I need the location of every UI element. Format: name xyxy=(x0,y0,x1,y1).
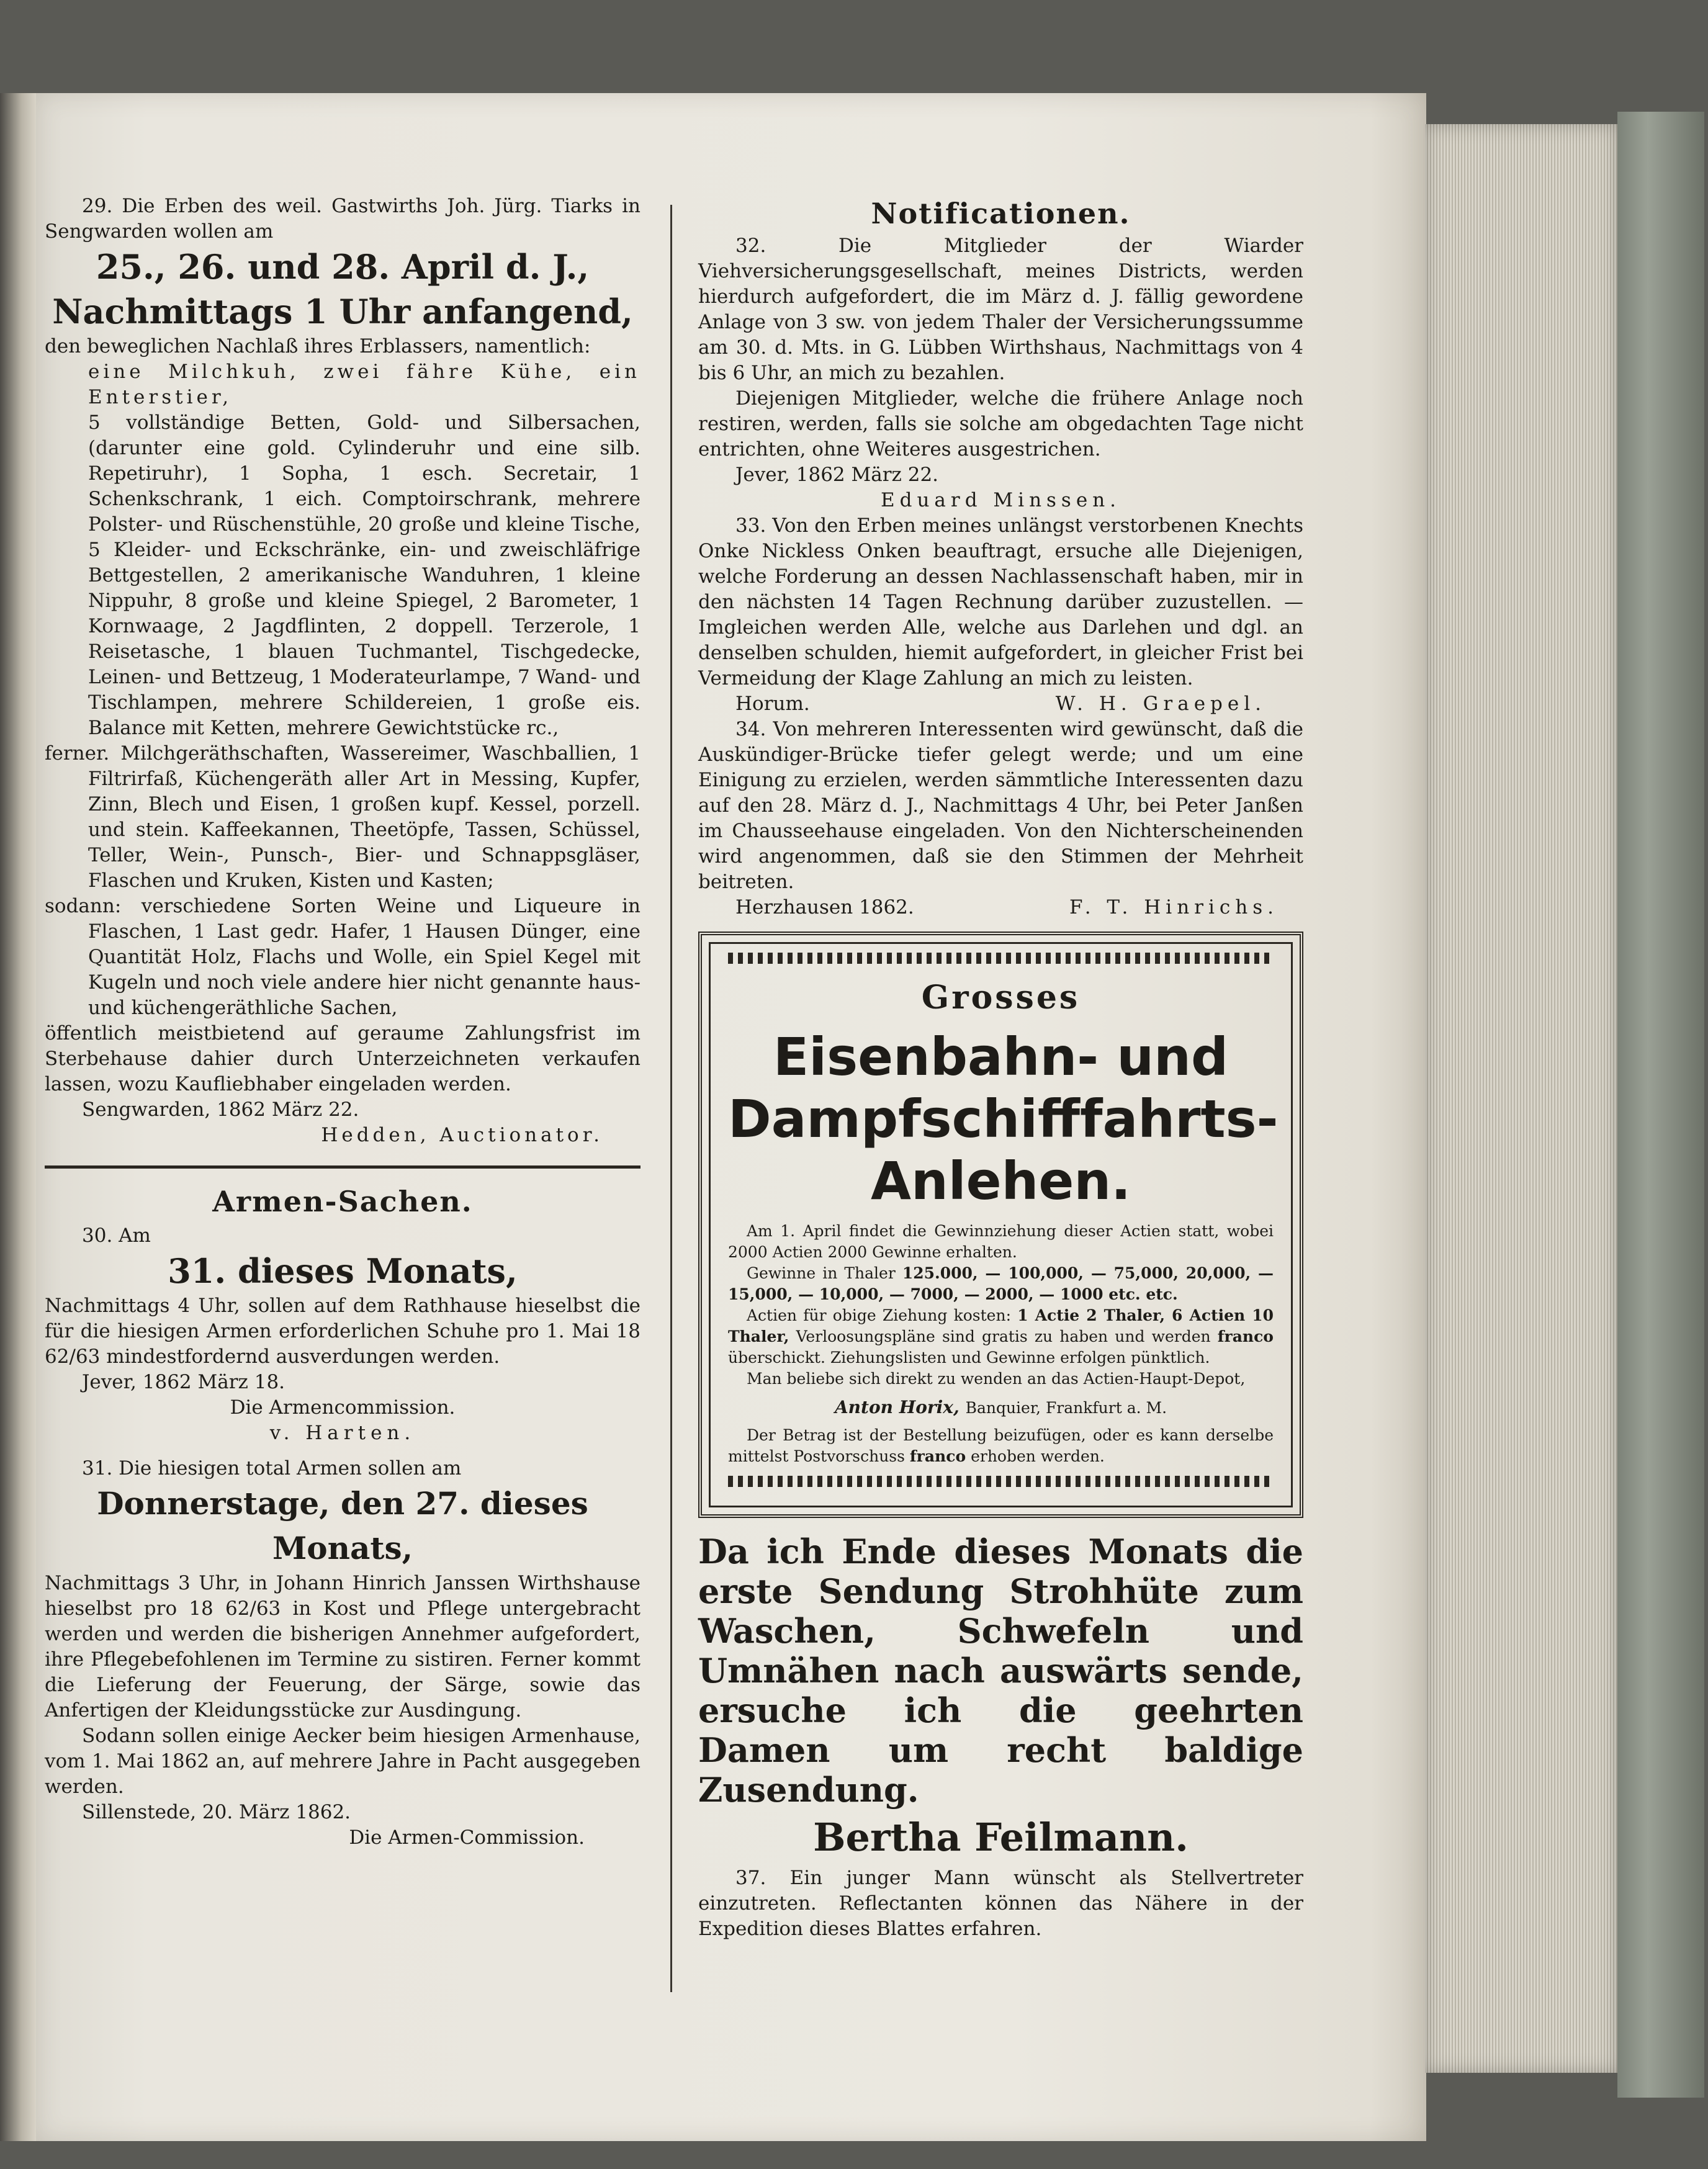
ad31-signature: Die Armen-Commission. xyxy=(349,1826,585,1849)
section-heading-armen: Armen-Sachen. xyxy=(212,1185,473,1218)
ad29-other-items: sodann: verschiedene Sorten Weine und Liqueure in Flaschen, 1 Last gedr. Hafer, 1 Hausen Dünger, eine Quantität Holz, Flachs und Wolle, ein Spiel Kegel mit Kugeln und noch viele andere hier nicht genannte haus- und küchengeräthliche Sachen, xyxy=(45,895,640,1019)
ad-box-paragraph-3 xyxy=(728,1305,1274,1368)
ad-box-paragraph-1: Am 1. April findet die Gewinnziehung dieser Actien statt, wobei 2000 Actien 2000 Gewinne erhalten. xyxy=(728,1222,1274,1261)
ad37-text: 37. Ein junger Mann wünscht als Stellvertreter einzutreten. Reflectanten können das Nähere in der Expedition dieses Blattes erfahren. xyxy=(698,1867,1303,1940)
ad30-signature-name: v. Harten. xyxy=(269,1422,416,1444)
ad-box-paragraph-2 xyxy=(728,1263,1274,1305)
ad-box-paragraph-4: Man beliebe sich direkt zu wenden an das Actien-Haupt-Depot, xyxy=(747,1370,1246,1388)
ad29-signature: Hedden, Auctionator. xyxy=(321,1124,603,1146)
ad-box-payment-end: erhoben werden. xyxy=(971,1447,1105,1465)
ad31-place-date: Sillenstede, 20. März 1862. xyxy=(82,1801,351,1823)
ornament-top xyxy=(728,953,1274,964)
strohhuete-signature: Bertha Feilmann. xyxy=(813,1815,1189,1860)
book-spine xyxy=(1617,112,1704,2098)
ad30-text: Nachmittags 4 Uhr, sollen auf dem Rathhause hieselbst die für die hiesigen Armen erforderlichen Schuhe pro 1. Mai 18 62/63 mindestfordernd ausverdungen werden. xyxy=(45,1295,640,1368)
ad-box-franco-2: franco xyxy=(909,1447,966,1465)
ad-box-price: 1 Actie 2 Thaler, 6 Actien 10 Thaler, xyxy=(728,1306,1274,1345)
ad32-place-date: Jever, 1862 März 22. xyxy=(735,464,939,486)
ad34-text: 34. Von mehreren Interessenten wird gewünscht, daß die Auskündiger-Brücke tiefer gelegt werde; und um eine Einigung zu erzielen, werden sämmtliche Interessenten dazu auf den 28. März d. J., Nachmittags 4 Uhr, bei Peter Janßen im Chausseehause eingeladen. Von den Nichterscheinenden wird angenommen, daß sie den Stimmen der Mehrheit beitreten. xyxy=(698,718,1303,893)
ad-box-sender xyxy=(728,1394,1274,1420)
ad29-intro: den beweglichen Nachlaß ihres Erblassers, namentlich: xyxy=(45,335,591,357)
ad34-place: Herzhausen 1862. xyxy=(735,896,914,918)
ad-box-title-1: Grosses xyxy=(921,979,1081,1017)
column-divider xyxy=(670,205,672,1992)
ad29-livestock: eine Milchkuh, zwei fähre Kühe, ein Enterstier, xyxy=(88,361,640,408)
ad-box-payment: Der Betrag ist der Bestellung beizufügen, oder es kann derselbe mittelst Postvorschuss xyxy=(728,1426,1274,1465)
ornament-bottom xyxy=(728,1476,1274,1487)
bordered-advertisement xyxy=(698,932,1303,1518)
ad-box-price-label: Actien für obige Ziehung kosten: xyxy=(747,1306,1011,1324)
ad33-footer xyxy=(698,691,1303,717)
ad31-date: Donnerstage, den 27. dieses Monats, xyxy=(97,1485,588,1566)
ad-box-sender-name: Anton Horix, xyxy=(834,1397,960,1417)
ad29-kitchen-items: ferner. Milchgeräthschaften, Wassereimer, Waschballien, 1 Filtrirfaß, Küchengeräth aller Art in Messing, Kupfer, Zinn, Blech und Eisen, 1 großen kupf. Kessel, porzell. und stein. Kaffeekannen, Theetöpfe, Tassen, Schüssel, Teller, Wein-, Punsch-, Bier- und Schnappsgläser, Flaschen und Kruken, Kisten und Kasten; xyxy=(45,742,640,892)
ad29-intro-line: 29. Die Erben des weil. Gastwirths Joh. Jürg. Tiarks in Sengwarden wollen am xyxy=(45,195,640,243)
page-block-edge xyxy=(1425,124,1617,2073)
ad33-signature: W. H. Graepel. xyxy=(1055,693,1266,715)
ad29-outro: öffentlich meistbietend auf geraume Zahlungsfrist im Sterbehause dahier durch Unterzeichneten verkaufen lassen, wozu Kaufliebhaber eingeladen werden. xyxy=(45,1022,640,1095)
right-column xyxy=(698,194,1303,1942)
left-column xyxy=(45,194,640,1851)
ad31-text: Nachmittags 3 Uhr, in Johann Hinrich Janssen Wirthshause hieselbst pro 18 62/63 in Kost und Pflege untergebracht werden und werden die bisherigen Annehmer aufgefordert, ihre Pflegebefohlenen im Termine zu sistiren. Ferner kommt die Lieferung der Feuerung, der Särge, sowie das Anfertigen der Kleidungsstücke zur Ausdingung. xyxy=(45,1572,640,1722)
strohhuete-notice: Da ich Ende dieses Monats die erste Sendung Strohhüte zum Waschen, Schwefeln und Umnähen nach auswärts sende, ersuche ich die geehrten Damen um recht baldige Zusendung. xyxy=(698,1532,1303,1810)
ad-box-winnings-amounts: 125.000, — 100,000, — 75,000, 20,000, — 15,000, — 10,000, — 7000, — 2000, — 1000 etc. etc. xyxy=(728,1264,1274,1303)
ad31-intro-line: 31. Die hiesigen total Armen sollen am xyxy=(82,1457,462,1480)
ad-box-sender-details: Banquier, Frankfurt a. M. xyxy=(965,1399,1167,1417)
ad30-place-date: Jever, 1862 März 18. xyxy=(82,1371,285,1393)
ad30-date: 31. dieses Monats, xyxy=(168,1251,518,1291)
ad32-signature: Eduard Minssen. xyxy=(880,489,1121,511)
ad34-footer xyxy=(698,895,1303,920)
section-rule xyxy=(45,1165,640,1169)
ad-box-plans: Verloosungspläne sind gratis zu haben und werden xyxy=(796,1327,1211,1345)
ad29-household-items: 5 vollständige Betten, Gold- und Silbersachen, (darunter eine gold. Cylinderuhr und eine silb. Repetiruhr), 1 Sopha, 1 esch. Secretair, 1 Schenkschrank, 1 eich. Comptoirschrank, mehrere Polster- und Rüschenstühle, 20 große und kleine Tische, 5 Kleider- und Eckschränke, ein- und zweischläfrige Bettgestellen, 2 amerikanische Wanduhren, 1 kleine Nippuhr, 8 große und kleine Spiegel, 2 Barometer, 1 Kornwaage, 2 Jagdflinten, 2 doppell. Terzerole, 1 Reisetasche, 1 blauen Tuchmantel, Tischgedecke, Leinen- und Bettzeug, 1 Moderateurlampe, 7 Wand- und Tischlampen, mehrere Schildereien, 1 große eis. Balance mit Ketten, mehrere Gewichtstücke rc., xyxy=(88,411,640,739)
ad32-text-second: Diejenigen Mitglieder, welche die frühere Anlage noch restiren, werden, falls sie solche am obgedachten Tage nicht entrichten, ohne Weiteres ausgestrichen. xyxy=(698,387,1303,460)
ad34-signature: F. T. Hinrichs. xyxy=(1069,896,1279,918)
ad-box-paragraph-5 xyxy=(728,1425,1274,1467)
ad29-date: 25., 26. und 28. April d. J., xyxy=(96,247,590,287)
ad32-text: 32. Die Mitglieder der Wiarder Viehversicherungsgesellschaft, meines Districts, werden hierdurch aufgefordert, die im März d. J. fällig gewordene Anlage von 3 sw. von jedem Thaler der Versicherungssumme am 30. d. Mts. in G. Lübben Wirthshaus, Nachmittags von 4 bis 6 Uhr, an mich zu bezahlen. xyxy=(698,235,1303,384)
ad-box-winnings-label: Gewinne in Thaler xyxy=(747,1264,896,1282)
ad-box-franco-1: franco xyxy=(1217,1327,1274,1345)
ad30-signature-commission: Die Armencommission. xyxy=(230,1396,456,1419)
ad33-place: Horum. xyxy=(735,693,810,715)
ad33-text: 33. Von den Erben meines unlängst verstorbenen Knechts Onke Nickless Onken beauftragt, ersuche alle Diejenigen, welche Forderung an dessen Nachlassenschaft haben, mir in den nächsten 14 Tagen Rechnung darüber zuzustellen. — Imgleichen werden Alle, welche aus Darlehen und dgl. an denselben schulden, hiemit aufgefordert, in gleicher Frist bei Vermeidung der Klage Zahlung an mich zu leisten. xyxy=(698,514,1303,689)
ad-box-title-2: Eisenbahn- und Dampfschifffahrts-Anlehen. xyxy=(728,1026,1279,1211)
ad31-text-second: Sodann sollen einige Aecker beim hiesigen Armenhause, vom 1. Mai 1862 an, auf mehrere Jahre in Pacht ausgegeben werden. xyxy=(45,1725,640,1798)
section-heading-notificationen: Notificationen. xyxy=(871,197,1131,230)
ad30-lead: 30. Am xyxy=(82,1224,151,1247)
ad29-place-date: Sengwarden, 1862 März 22. xyxy=(82,1098,359,1121)
ad29-time: Nachmittags 1 Uhr anfangend, xyxy=(52,292,633,331)
ad-box-lists: überschickt. Ziehungslisten und Gewinne erfolgen pünktlich. xyxy=(728,1349,1210,1367)
previous-page-edge xyxy=(0,93,36,2141)
